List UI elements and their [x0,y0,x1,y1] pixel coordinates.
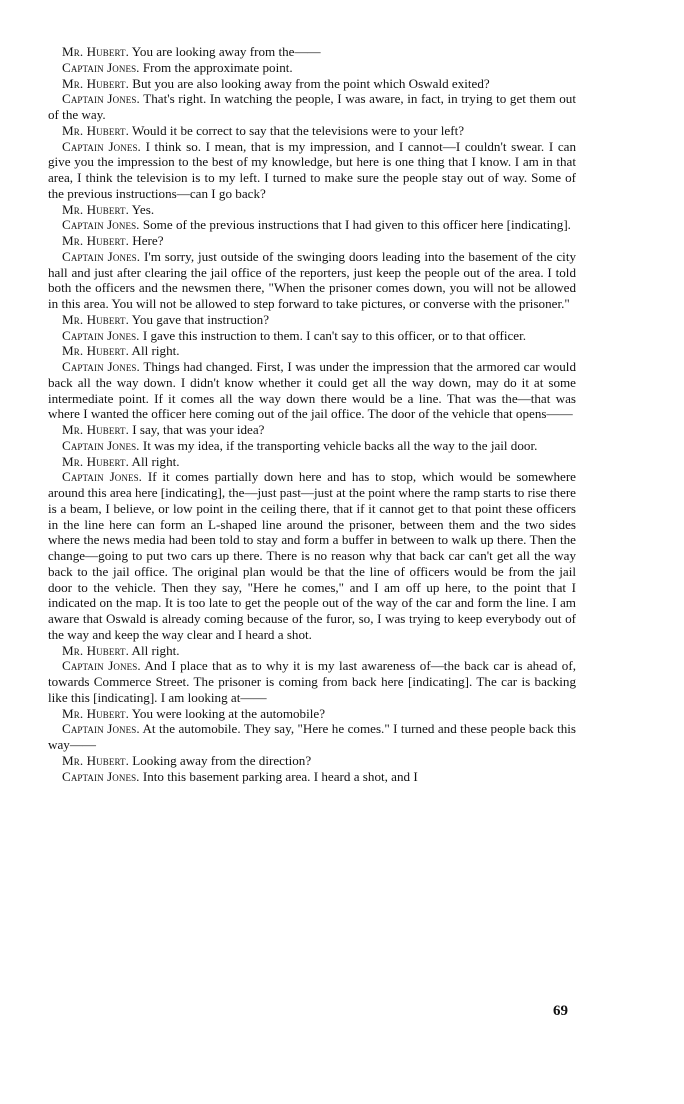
speech-text: It was my idea, if the transporting vehicle backs all the way to the jail door. [142,437,538,453]
speaker-label: Captain Jones. [62,437,140,453]
speaker-label: Captain Jones. [62,327,140,343]
speech-text: Things had changed. First, I was under the impression that the armored car would back all the way down. I didn't know whether it could get all the way down, may do it at some intermediate point. If it comes all the way down there would be a line. That was the—that was where I wanted the officer here coming out of the jail office. The door of the vehicle that opens—— [48,359,576,422]
speaker-label: Mr. Hubert. [62,233,129,248]
speech-text: I say, that was your idea? [132,422,265,437]
speech-text: Would it be correct to say that the televisions were to your left? [132,122,465,138]
speech-text: But you are also looking away from the point which Oswald exited? [132,75,490,91]
speech-text: Into this basement parking area. I heard a shot, and I [142,768,418,784]
speech-text: Some of the previous instructions that I had given to this officer here [indicating]. [142,217,571,233]
speech-text: I think so. I mean, that is my impression, and I cannot—I couldn't swear. I can give you the impression to the best of my knowledge, but here is one thing that I know. I am in that area, I think the television is to my left. I turned to make sure the people stay out of way. Some of the previous instructions—can I go back? [48,138,576,201]
speaker-label: Captain Jones. [62,469,143,485]
transcript-paragraph [48,706,576,722]
speech-text: All right. [131,642,180,658]
speech-text: I'm sorry, just outside of the swinging doors leading into the basement of the city hall and just after clearing the jail office of the reporters, just keep the people out of the area. I told both the officers and the newsmen there, "When the prisoner comes down, you will not be allowed in this area. You will not be allowed to step forward to take pictures, or converse with the prisoner." [48,248,577,311]
speaker-label: Mr. Hubert. [62,44,129,59]
speaker-label: Captain Jones. [62,138,141,154]
transcript-paragraph [48,328,576,344]
speaker-label: Mr. Hubert. [62,343,129,359]
speaker-label: Mr. Hubert. [62,752,129,768]
speaker-label: Mr. Hubert. [62,642,129,658]
transcript-paragraph [48,343,576,359]
transcript-paragraph [48,359,576,422]
transcript-body [48,44,576,784]
speech-text: You gave that instruction? [131,311,270,327]
speech-text: That's right. In watching the people, I was aware, in fact, in trying to get them out of the way. [48,91,576,122]
speech-text: And I place that as to why it is my last awareness of—the back car is ahead of, towards Commerce Street. The prisoner is coming from back here [indicating]. The car is backing like this [indicating]. I am looking at—— [48,658,576,705]
speech-text: Here? [132,233,164,248]
speaker-label: Mr. Hubert. [62,122,129,138]
transcript-paragraph [48,438,576,454]
speaker-label: Captain Jones. [62,658,141,674]
speaker-label: Captain Jones. [62,91,140,107]
transcript-paragraph [48,202,576,218]
transcript-paragraph [48,753,576,769]
speaker-label: Mr. Hubert. [62,311,129,327]
transcript-paragraph [48,454,576,470]
transcript-paragraph [48,60,576,76]
transcript-paragraph [48,721,576,753]
transcript-paragraph [48,249,576,312]
speech-text: Yes. [131,201,155,217]
transcript-paragraph [48,233,576,249]
speaker-label: Captain Jones. [62,359,140,374]
speech-text: Looking away from the direction? [132,752,312,768]
speaker-label: Mr. Hubert. [62,201,129,217]
transcript-paragraph [48,76,576,92]
transcript-paragraph [48,469,576,642]
speech-text: At the automobile. They say, "Here he comes." I turned and these people back this way—— [48,721,576,752]
speaker-label: Captain Jones. [62,768,140,784]
speech-text: From the approximate point. [142,59,293,75]
speech-text: All right. [131,343,180,359]
transcript-paragraph [48,422,576,438]
speaker-label: Mr. Hubert. [62,705,129,721]
speech-text: If it comes partially down here and has to stop, which would be somewhere around this area here [indicating], the—just past—just at the point where the ramp starts to rise there is a beam, I believe, or low point in the ceiling there, that if it cannot get to that point these officers in the line here can form an L-shaped line around the prisoner, between them and the two sides where the news media had been told to stay and form a buffer in between to walk up there. Then the change—going to put two cars up there. There is no reason why that back car can't get all the way back to the jail office. The original plan would be that the line of officers would be from the jail door to the vehicle. Then they say, "Here he comes," and I am off up here, to the point that I indicated on the map. It is too late to get the people out of the way of the car and form the line. I am aware that Oswald is already coming because of the furor, so, I was trying to keep everybody out of the way and keep the way clear and I heard a shot. [48,469,576,642]
speech-text: I gave this instruction to them. I can't say to this officer, or to that officer. [142,327,527,343]
transcript-paragraph [48,658,576,705]
speaker-label: Captain Jones. [62,721,140,737]
transcript-paragraph [48,312,576,328]
speaker-label: Mr. Hubert. [62,422,129,437]
transcript-paragraph [48,44,576,60]
transcript-paragraph [48,217,576,233]
speaker-label: Captain Jones. [62,217,140,233]
transcript-paragraph [48,769,576,785]
speech-text: You were looking at the automobile? [131,705,326,721]
transcript-paragraph [48,123,576,139]
speaker-label: Captain Jones. [62,59,140,75]
speaker-label: Captain Jones. [62,248,141,264]
speaker-label: Mr. Hubert. [62,453,129,469]
speech-text: You are looking away from the—— [131,44,321,59]
page-number: 69 [553,1003,568,1019]
speech-text: All right. [131,453,180,469]
speaker-label: Mr. Hubert. [62,75,129,91]
transcript-paragraph [48,91,576,123]
transcript-paragraph [48,643,576,659]
transcript-paragraph [48,139,576,202]
